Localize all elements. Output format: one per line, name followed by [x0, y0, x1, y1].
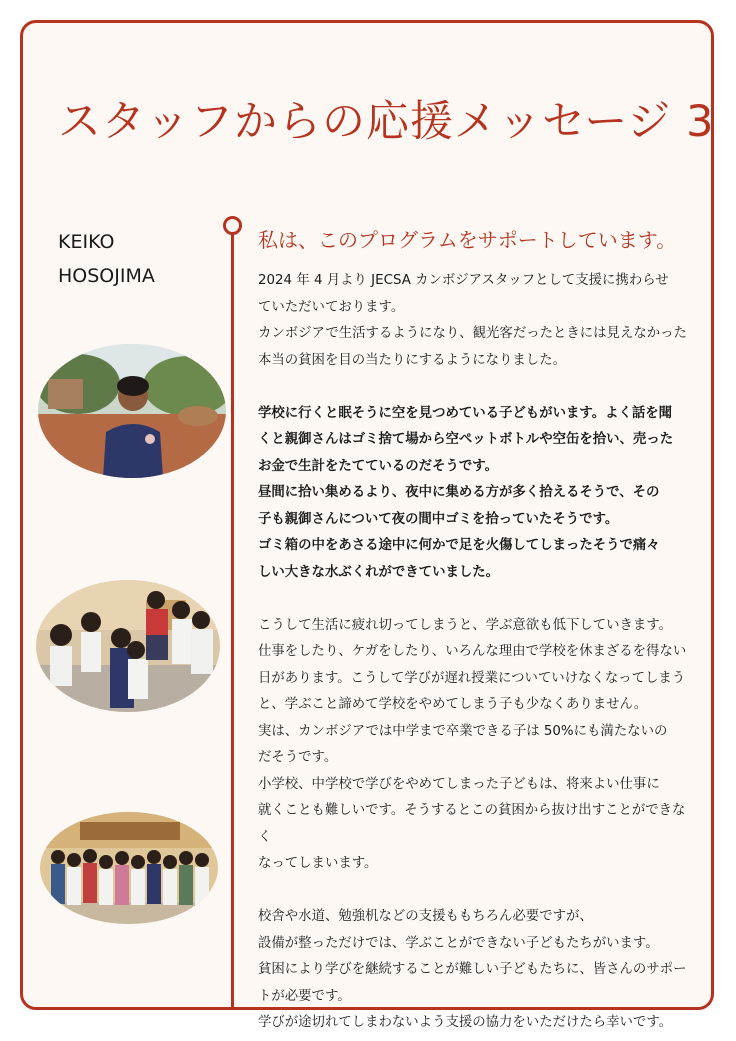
text-line: 学校に行くと眠そうに空を見つめている子どもがいます。よく話を聞: [258, 405, 673, 421]
children-group-photo: [36, 580, 220, 712]
staff-portrait-photo: [38, 344, 226, 478]
staff-name: [58, 225, 155, 293]
staff-name-last: HOSOJIMA: [58, 265, 155, 287]
text-line: 子も親御さんについて夜の間中ゴミを拾っていたそうです。: [258, 511, 619, 527]
timeline-circle-icon: [223, 216, 242, 235]
text-line: こうして生活に疲れ切ってしまうと、学ぶ意欲も低下していきます。: [258, 617, 673, 633]
paragraph-appeal: [258, 904, 688, 1037]
text-line: 2024 年 4 月より JECSA カンボジアスタッフとして支援に携わらせ: [258, 273, 669, 288]
text-line: トが必要です。: [258, 988, 351, 1004]
text-line: カンボジアで生活するようになり、観光客だったときには見えなかった: [258, 326, 687, 341]
text-line: 昼間に拾い集めるより、夜中に集める方が多く拾えるそうで、その: [258, 485, 660, 500]
text-line: 本当の貧困を目の当たりにするようになりました。: [258, 352, 566, 368]
text-line: だそうです。: [258, 750, 338, 765]
text-line: しい大きな水ぶくれができていました。: [258, 564, 500, 580]
text-line: ゴミ箱の中をあさる途中に何かで足を火傷してしまったそうで痛々: [258, 538, 660, 553]
paragraph-problem: [258, 613, 688, 878]
text-line: なってしまいます。: [258, 856, 378, 871]
staff-name-first: KEIKO: [58, 231, 115, 253]
text-line: 校舎や水道、勉強机などの支援ももちろん必要ですが、: [258, 909, 593, 924]
text-line: 日があります。こうして学びが遅れ授業についていけなくなってしまう: [258, 670, 686, 686]
text-line: 実は、カンボジアでは中学まで卒業できる子は 50%にも満たないの: [258, 723, 668, 739]
text-line: 設備が整っただけでは、学ぶことができない子どもたちがいます。: [258, 935, 659, 951]
text-line: くと親御さんはゴミ捨て場から空ペットボトルや空缶を拾い、売った: [258, 432, 674, 447]
section-heading: 私は、このプログラムをサポートしています。: [258, 228, 677, 252]
text-line: ていただいております。: [258, 299, 405, 315]
text-line: 就くことも難しいです。そうするとこの貧困から抜け出すことができなく: [258, 803, 686, 845]
text-line: 仕事をしたり、ケガをしたり、いろんな理由で学校を休まざるを得ない: [258, 644, 687, 659]
text-line: お金で生計をたてているのだそうです。: [258, 458, 498, 474]
message-body: [258, 268, 688, 1037]
text-line: 貧困により学びを継続することが難しい子どもたちに、皆さんのサポー: [258, 962, 687, 977]
page-title: スタッフからの応援メッセージ 3: [58, 97, 715, 147]
text-line: と、学ぶこと諦めて学校をやめてしまう子も少なくありません。: [258, 697, 648, 712]
text-line: 学びが途切れてしまわないよう支援の協力をいただけたら幸いです。: [258, 1015, 673, 1030]
school-group-photo: [40, 812, 218, 924]
timeline-line: [231, 232, 234, 1010]
paragraph-intro: [258, 268, 688, 374]
paragraph-story: [258, 401, 688, 587]
text-line: 小学校、中学校で学びをやめてしまった子どもは、将来よい仕事に: [258, 776, 660, 792]
